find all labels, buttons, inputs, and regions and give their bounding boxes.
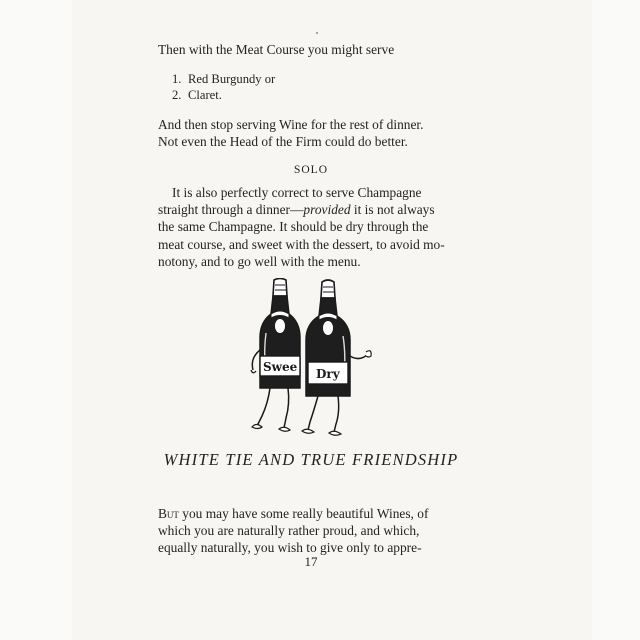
list-text: Red Burgundy or <box>188 72 276 86</box>
paragraph-line: equally naturally, you wish to give only to appre- <box>158 540 422 556</box>
sweet-bottle-figure <box>251 279 300 432</box>
page-number: 17 <box>304 554 318 569</box>
paragraph-white-tie <box>158 505 464 557</box>
section-heading-white-tie: WHITE TIE AND TRUE FRIENDSHIP <box>163 450 459 469</box>
list-item <box>172 88 222 103</box>
paragraph-solo <box>158 184 464 270</box>
dry-label: Dry <box>316 367 340 381</box>
section-heading-solo: SOLO <box>293 164 329 176</box>
lead-word: But <box>158 506 179 521</box>
walking-bottles-illustration <box>244 278 382 438</box>
paragraph-line: And then stop serving Wine for the rest of dinner. <box>158 117 424 132</box>
list-text: Claret. <box>188 88 222 102</box>
dry-bottle-figure <box>302 280 371 435</box>
paragraph-line: which you are naturally rather proud, and which, <box>158 523 420 539</box>
intro-line: Then with the Meat Course you might serve <box>158 42 395 57</box>
emphasis-provided: provided <box>303 202 351 218</box>
paragraph-line: straight through a dinner—provided it is not always <box>158 202 435 218</box>
paragraph-line: It is also perfectly correct to serve Champagne <box>172 185 422 200</box>
print-speck <box>316 32 318 34</box>
paragraph-line: meat course, and sweet with the dessert, to avoid mo- <box>158 236 445 252</box>
list-item <box>172 72 275 87</box>
sweet-label: Swee <box>263 360 298 374</box>
paragraph-line: Not even the Head of the Firm could do better. <box>158 134 408 150</box>
paragraph-stop-serving <box>158 116 464 150</box>
paragraph-line: the same Champagne. It should be dry through the <box>158 219 429 235</box>
list-number: 1. <box>172 72 182 86</box>
list-number: 2. <box>172 88 182 102</box>
paragraph-line: notony, and to go well with the menu. <box>158 253 361 269</box>
paragraph-line: But you may have some really beautiful Wines, of <box>158 506 429 521</box>
